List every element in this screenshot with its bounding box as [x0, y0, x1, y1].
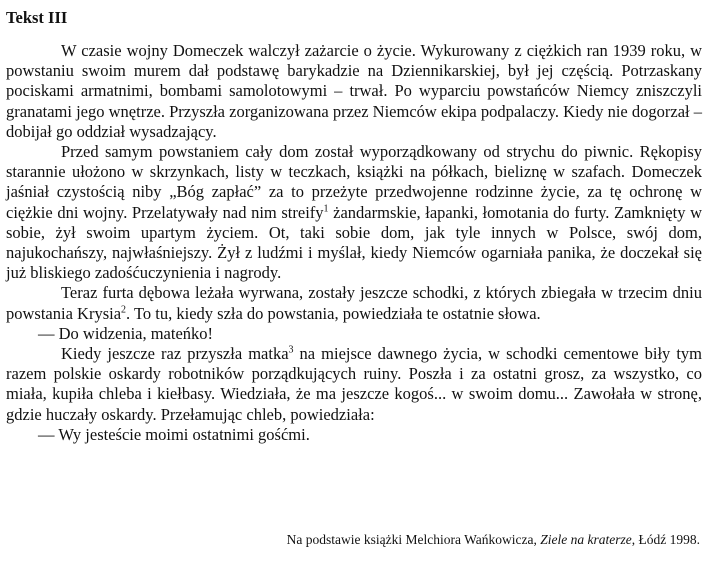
text-segment: . To tu, kiedy szła do powstania, powiedziała te ostatnie słowa.: [126, 303, 541, 323]
dialogue-line: [6, 425, 702, 445]
document-body: [6, 41, 702, 445]
document-title: Tekst III: [6, 8, 68, 27]
text-segment: — Do widzenia, mateńko!: [38, 323, 214, 343]
footnote-marker: 2: [121, 304, 127, 316]
text-segment: W czasie wojny Domeczek walczył zażarcie o życie. Wykurowany z ciężkich ran 1939 roku, w powstaniu swoim murem dał podstawę barykadzie na Dziennikarskiej, był jej częścią. Potrzaskany pociskami armatnimi, bombami samolotowymi – trwał. Po wyparciu powstańców Niemcy zniszczyli granatami jego wnętrze. Przyszła zorganizowana przez Niemców ekipa podpalaczy. Kiedy nie dogorzał – dobijał go oddział wysadzający.: [6, 41, 702, 141]
source-prefix: Na podstawie książki Melchiora Wańkowicza,: [286, 532, 541, 547]
text-segment: Przed samym powstaniem cały dom został wyporządkowany od strychu do piwnic. Rękopisy starannie ułożono w skrzynkach, listy w teczkach, książki na półkach, bieliznę w szafach. Domeczek jaśniał czystością niby „Bóg zapłać” za to przeżyte przedwojenne rodzinne życie, za tę ochronę w ciężkie dni wojny. Przelatywały nad nim streify: [6, 142, 702, 222]
source-citation: [287, 532, 700, 548]
text-segment: — Wy jesteście moimi ostatnimi gośćmi.: [38, 424, 310, 444]
paragraph: [6, 344, 702, 425]
footnote-marker: 3: [288, 344, 294, 356]
source-book-title: Ziele na kraterze: [540, 532, 632, 547]
dialogue-line: [6, 324, 702, 344]
source-suffix: , Łódź 1998.: [631, 532, 700, 547]
text-segment: Teraz furta dębowa leżała wyrwana, zostały jeszcze schodki, z których zbiegała w trzecim dniu powstania Krysia: [6, 283, 702, 323]
text-segment: Kiedy jeszcze raz przyszła matka: [61, 344, 289, 364]
paragraph: [6, 41, 702, 142]
text-segment: na miejsce dawnego życia, w schodki cementowe biły tym razem polskie oskardy robotników porządkujących ruiny. Poszła i za ostatni grosz, za wszystko, co miała, kupiła chleba i kiełbasy. Wiedziała, że ma jeszcze kogoś... w swoim domu... Zawołała w stronę, gdzie huczały oskardy. Przełamując chleb, powiedziała:: [6, 344, 702, 424]
paragraph: [6, 283, 702, 323]
paragraph: [6, 142, 702, 283]
footnote-marker: 1: [323, 203, 329, 215]
text-segment: żandarmskie, łapanki, łomotania do furty. Zamknięty w sobie, żył swoim upartym życiem. Ot, taki sobie dom, jak tyle innych w Polsce, swój dom, najukochańszy, najwłaśniejszy. Żył z ludźmi i myślał, kiedy Niemców ogarniała panika, że doczekał się już bliskiego zadośćuczynienia i nagrody.: [6, 202, 702, 283]
